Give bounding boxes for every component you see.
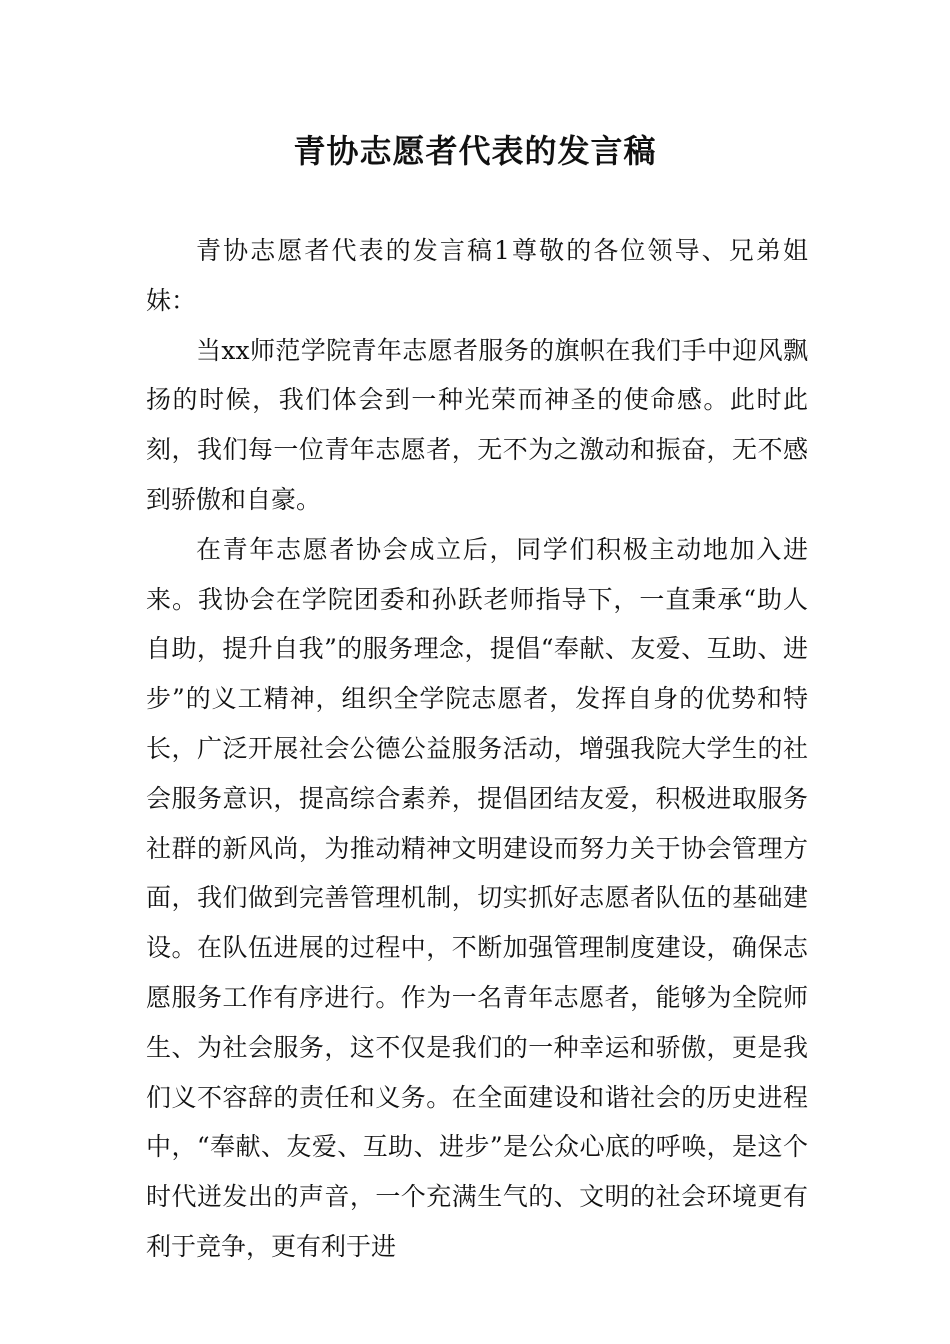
document-title: 青协志愿者代表的发言稿	[293, 132, 657, 170]
paragraph-opening: 当xx师范学院青年志愿者服务的旗帜在我们手中迎风飘扬的时候，我们体会到一种光荣而神圣的使命感。此时此刻，我们每一位青年志愿者，无不为之激动和振奋，无不感到骄傲和自豪。	[146, 335, 808, 514]
document-body	[146, 226, 808, 1272]
paragraph-greeting: 青协志愿者代表的发言稿1尊敬的各位领导、兄弟姐妹：	[146, 236, 808, 315]
paragraph-main: 在青年志愿者协会成立后，同学们积极主动地加入进来。我协会在学院团委和孙跃老师指导下，一直秉承“助人自助，提升自我”的服务理念，提倡“奉献、友爱、互助、进步”的义工精神，组织全学院志愿者，发挥自身的优势和特长，广泛开展社会公德公益服务活动，增强我院大学生的社会服务意识，提高综合素养，提倡团结友爱，积极进取服务社群的新风尚，为推动精神文明建设而努力关于协会管理方面，我们做到完善管理机制，切实抓好志愿者队伍的基础建设。在队伍进展的过程中，不断加强管理制度建设，确保志愿服务工作有序进行。作为一名青年志愿者，能够为全院师生、为社会服务，这不仅是我们的一种幸运和骄傲，更是我们义不容辞的责任和义务。在全面建设和谐社会的历史进程中，“奉献、友爱、互助、进步”是公众心底的呼唤，是这个时代迸发出的声音，一个充满生气的、文明的社会环境更有利于竞争，更有利于进	[146, 534, 808, 1261]
